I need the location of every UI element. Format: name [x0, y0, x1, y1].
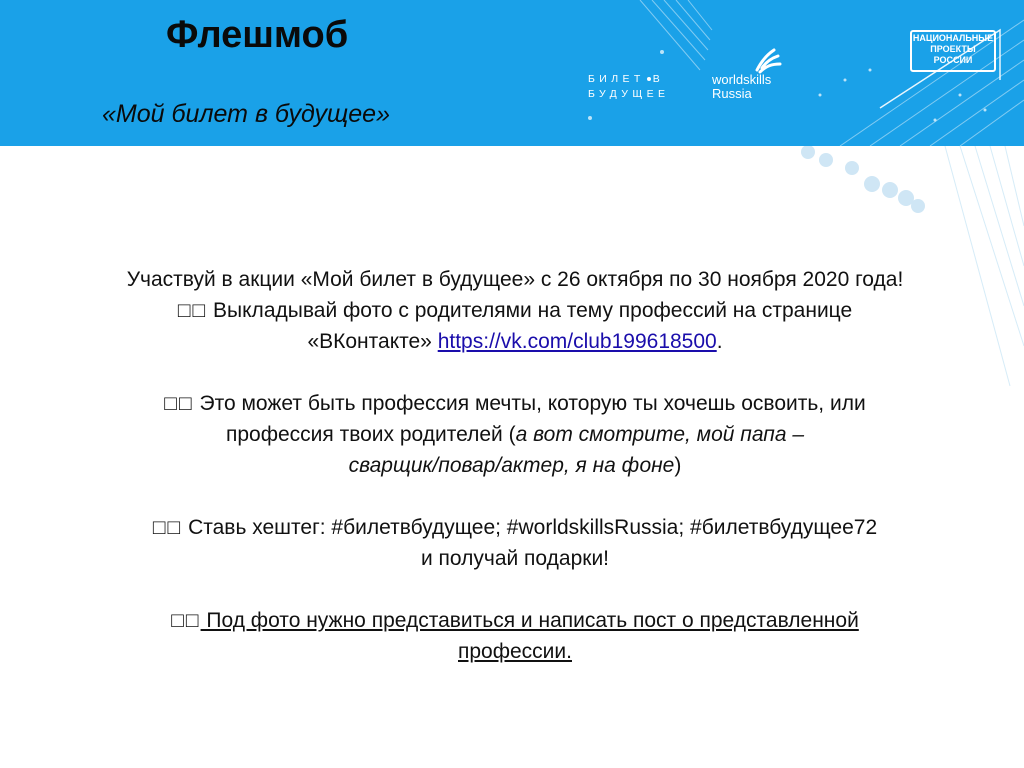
header-banner	[0, 0, 1024, 146]
post-instruction-line-2	[20, 636, 1010, 667]
profession-note-line-3	[20, 450, 1010, 481]
post-instruction-text-2: профессии.	[458, 640, 572, 663]
vk-group-link[interactable]: https://vk.com/club199618500	[437, 330, 717, 353]
national-projects-logo	[910, 30, 996, 72]
page-title: Флешмоб	[166, 14, 349, 56]
profession-note-end: )	[674, 454, 682, 477]
hashtag-text: Ставь хештег: #билетвбудущее; #worldskillsRussia; #билетвбудущее72	[182, 516, 878, 539]
page-subtitle: «Мой билет в будущее»	[102, 100, 390, 128]
logo-bilet-preposition: В	[652, 73, 665, 85]
worldskills-emblem-icon	[712, 46, 782, 74]
vk-label: «ВКонтакте»	[307, 330, 438, 353]
profession-note-line-2	[20, 419, 1010, 450]
post-instruction-text: Под фото нужно представиться и написать пост о представленной	[200, 609, 859, 632]
logo-bilet-word: БИЛЕТ	[588, 73, 645, 85]
np-line-2: ПРОЕКТЫ	[930, 44, 976, 54]
np-line-1: НАЦИОНАЛЬНЫЕ	[912, 33, 994, 43]
vk-line-end: .	[716, 330, 723, 353]
profession-note	[20, 388, 1010, 419]
bullet-glyph-icon: □□	[164, 392, 194, 415]
worldskills-word: worldskills	[712, 72, 772, 87]
vk-line	[20, 326, 1010, 357]
logo-budushchee-word: БУДУЩЕЕ	[588, 88, 670, 100]
logo-dot-icon	[647, 77, 651, 81]
profession-note-text: Это может быть профессия мечты, которую ты хочешь освоить, или	[193, 392, 866, 415]
hashtag-instruction	[20, 512, 1010, 543]
post-instruction	[20, 605, 1010, 636]
profession-example-italic: а вот смотрите, мой папа –	[515, 423, 805, 446]
bullet-glyph-icon: □□	[171, 609, 201, 632]
upload-instruction-text: Выкладывай фото с родителями на тему профессий на странице	[207, 299, 853, 322]
np-line-3: РОССИИ	[933, 55, 973, 65]
profession-note-text-2: профессия твоих родителей (	[225, 423, 516, 446]
profession-example-italic-2: сварщик/повар/актер, я на фоне	[348, 454, 675, 477]
announcement-intro: Участвуй в акции «Мой билет в будущее» с 26 октября по 30 ноября 2020 года!	[126, 268, 904, 291]
gifts-line: и получай подарки!	[420, 547, 610, 570]
upload-instruction	[20, 295, 1010, 326]
worldskills-logo	[712, 73, 771, 101]
bilet-v-budushchee-logo	[588, 72, 669, 102]
worldskills-country: Russia	[712, 86, 752, 101]
bullet-glyph-icon: □□	[177, 299, 208, 322]
announcement-body	[20, 264, 1010, 667]
bullet-glyph-icon: □□	[152, 516, 183, 539]
